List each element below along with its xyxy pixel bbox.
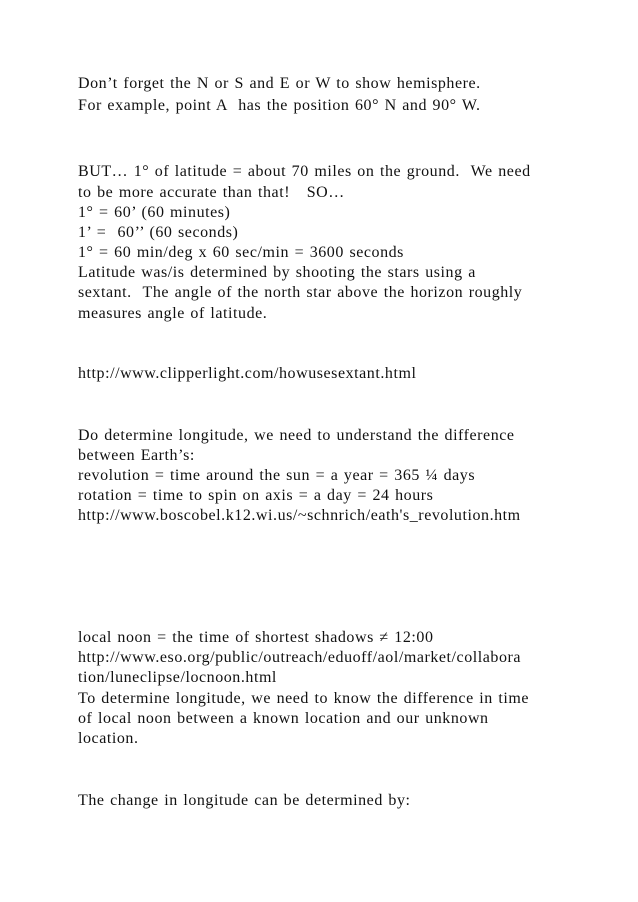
- text-line: rotation = time to spin on axis = a day = 24 hours: [78, 487, 434, 504]
- eso-link-line-1[interactable]: http://www.eso.org/public/outreach/eduoff/aol/market/collabora: [78, 649, 522, 666]
- text-line: 1° = 60 min/deg x 60 sec/min = 3600 seconds: [78, 244, 404, 261]
- text-line: BUT… 1° of latitude = about 70 miles on the ground. We need: [78, 163, 531, 180]
- text-line: to be more accurate than that! SO…: [78, 184, 345, 201]
- sextant-link[interactable]: http://www.clipperlight.com/howusesextant.html: [78, 365, 417, 382]
- text-line: Do determine longitude, we need to understand the difference: [78, 427, 515, 444]
- text-line: revolution = time around the sun = a year = 365 ¼ days: [78, 467, 476, 484]
- text-line: sextant. The angle of the north star above the horizon roughly: [78, 284, 523, 301]
- text-line: between Earth’s:: [78, 447, 195, 464]
- text-line: The change in longitude can be determined by:: [78, 792, 411, 809]
- text-line: For example, point A has the position 60° N and 90° W.: [78, 97, 481, 114]
- text-line: 1° = 60’ (60 minutes): [78, 204, 231, 221]
- text-line: Don’t forget the N or S and E or W to show hemisphere.: [78, 75, 481, 92]
- text-line: Latitude was/is determined by shooting the stars using a: [78, 264, 476, 281]
- text-line: To determine longitude, we need to know the difference in time: [78, 690, 529, 707]
- text-line: local noon = the time of shortest shadows ≠ 12:00: [78, 629, 434, 646]
- text-line: 1’ = 60’’ (60 seconds): [78, 224, 239, 241]
- text-line: of local noon between a known location and our unknown: [78, 710, 489, 727]
- text-line: measures angle of latitude.: [78, 305, 268, 322]
- text-line: location.: [78, 730, 139, 747]
- revolution-link[interactable]: http://www.boscobel.k12.wi.us/~schnrich/eath's_revolution.htm: [78, 507, 521, 524]
- eso-link-line-2[interactable]: tion/luneclipse/locnoon.html: [78, 669, 277, 686]
